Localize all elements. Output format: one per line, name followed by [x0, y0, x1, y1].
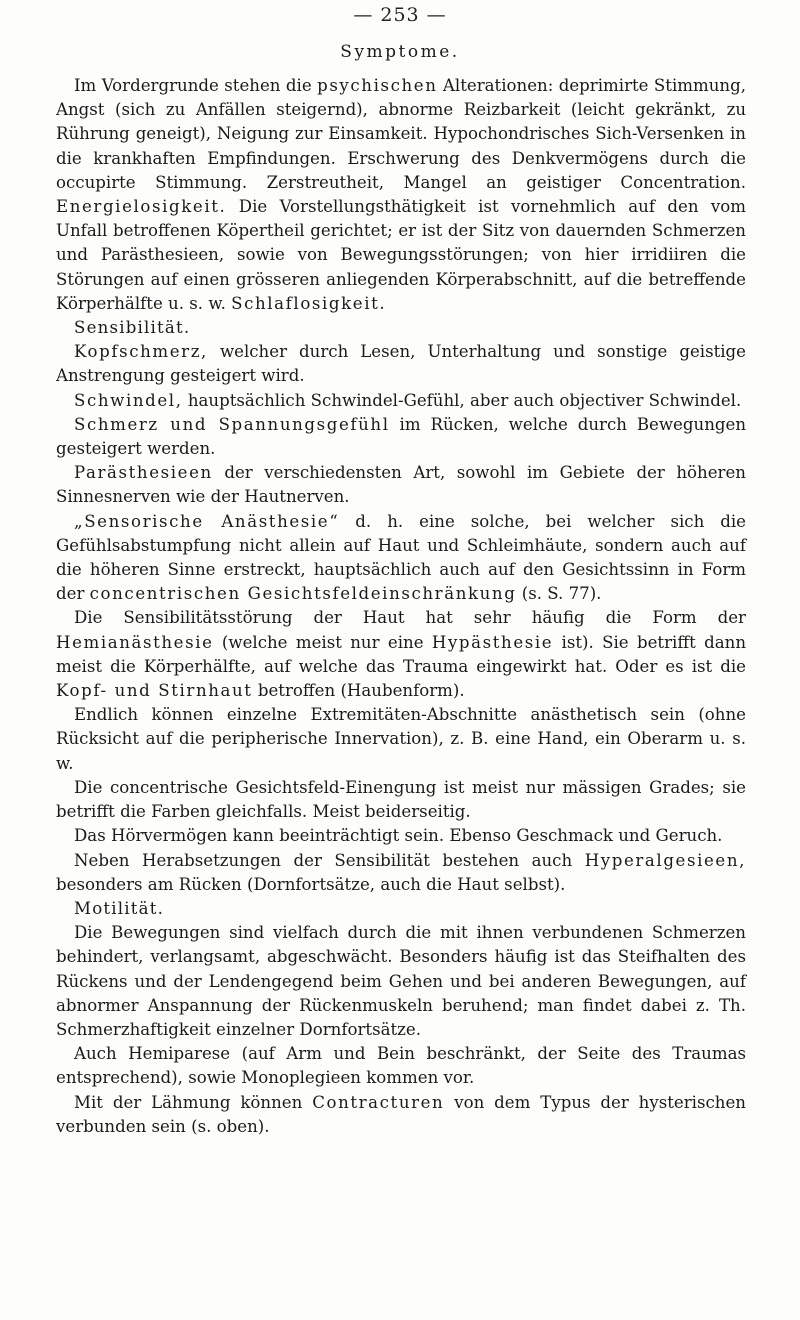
text-run: (welche meist nur eine: [213, 632, 432, 652]
text-run: besonders am Rücken (Dornfortsätze, auch die Haut selbst).: [56, 874, 566, 894]
text-run: (s. S. 77).: [516, 584, 602, 604]
paragraph: [56, 921, 746, 1042]
paragraph: [56, 389, 746, 413]
spaced-term: Parästhesieen: [74, 463, 213, 483]
text-run: Sensibilität.: [74, 318, 191, 338]
text-run: Motilität.: [74, 898, 165, 918]
text-run: Die Vorstellungsthätigkeit ist vornehmlich auf den vom Unfall betroffenen Köpertheil gerichtet; er ist der Sitz von dauernden Schmerzen und Parästhesieen, sowie von Bewegungsstörungen; von hier irridiiren die Störungen auf einen grösseren anliegenden Körperabschnitt, auf die betreffende Körperhälfte u. s. w.: [56, 197, 746, 313]
text-run: betroffen (Haubenform).: [252, 681, 465, 701]
spaced-term: Hypästhesie: [431, 632, 554, 652]
paragraph: [56, 849, 746, 897]
text-run: Mit der Lähmung können: [74, 1092, 313, 1112]
text-run: im Rücken, welche durch Bewegungen gesteigert werden.: [56, 414, 747, 459]
text-run: Das Hörvermögen kann beeinträchtigt sein. Ebenso Geschmack und Geruch.: [74, 826, 723, 846]
spaced-term: concentrischen Gesichtsfeldeinschränkung: [89, 584, 517, 604]
spaced-term: psychischen: [317, 76, 438, 95]
paragraph: [56, 413, 746, 461]
paragraph: [56, 1042, 746, 1090]
text-run: Im Vordergrunde stehen die: [74, 76, 318, 95]
spaced-term: Kopfschmerz,: [74, 342, 208, 362]
spaced-term: „Sensorische Anästhesie“: [74, 511, 340, 531]
paragraph: [56, 1091, 746, 1139]
text-run: hauptsächlich Schwindel-Gefühl, aber auch objectiver Schwindel.: [182, 390, 742, 410]
spaced-term: Schmerz und Spannungsgefühl: [74, 414, 390, 434]
text-run: der verschiedensten Art, sowohl im Gebiete der höheren Sinnesnerven wie der Hautnerven.: [56, 463, 746, 507]
body-text: [56, 74, 746, 1139]
spaced-term: Hyperalgesieen,: [584, 850, 746, 870]
subheading: [56, 897, 746, 921]
spaced-term: Schwindel,: [74, 390, 183, 410]
spaced-term: Contracturen: [312, 1092, 445, 1112]
text-run: Endlich können einzelne Extremitäten-Abschnitte anästhetisch sein (ohne Rücksicht auf die peripherische Innervation), z. B. eine Hand, ein Oberarm u. s. w.: [56, 705, 746, 773]
paragraph: [56, 340, 746, 388]
text-run: Die Sensibilitätsstörung der Haut hat sehr häufig die Form der: [74, 608, 746, 628]
page-number: — 253 —: [353, 4, 447, 26]
paragraph: [56, 74, 746, 316]
spaced-term: Energielosigkeit.: [56, 197, 227, 217]
text-run: Die concentrische Gesichtsfeld-Einengung ist meist nur mässigen Grades; sie betrifft die Farben gleichfalls. Meist beiderseitig.: [56, 777, 746, 822]
paragraph: [56, 824, 746, 848]
text-run: von dem Typus der hysterischen verbunden sein (s. oben).: [56, 1092, 746, 1136]
text-run: ist). Sie betrifft dann meist die Körperhälfte, auf welche das Trauma eingewirkt hat. Oder es ist die: [56, 632, 747, 676]
paragraph: [56, 510, 746, 607]
paragraph: [56, 703, 746, 776]
section-heading: Symptome.: [340, 42, 460, 62]
text-run: Die Bewegungen sind vielfach durch die mit ihnen verbundenen Schmerzen behindert, verlangsamt, abgeschwächt. Besonders häufig ist das Steifhalten des Rückens und der Lendengegend beim Gehen und bei anderen Bewegungen, auf abnormer Anspannung der Rückenmuskeln beruhend; man findet dabei z. Th. Schmerzhaftigkeit einzelner Dornfortsätze.: [56, 923, 746, 1039]
paragraph: [56, 776, 746, 824]
text-run: welcher durch Lesen, Unterhaltung und sonstige geistige Anstrengung gesteigert wird.: [56, 342, 746, 386]
paragraph: [56, 461, 746, 509]
text-run: Neben Herabsetzungen der Sensibilität bestehen auch: [74, 850, 585, 870]
spaced-term: Hemianästhesie: [56, 632, 214, 652]
spaced-term: Kopf- und Stirnhaut: [56, 681, 253, 701]
paragraph: [56, 606, 746, 703]
text-run: Alterationen: deprimirte Stimmung, Angst (sich zu Anfällen steigernd), abnorme Reizbarkeit (leicht gekränkt, zu Rührung geneigt), Neigung zur Einsamkeit. Hypochondrisches Sich-Versenken in die krankhaften Empfindungen. Erschwerung des Denkvermögens durch die occupirte Stimmung. Zerstreutheit, Mangel an geistiger Concentration.: [56, 76, 746, 192]
subheading: [56, 316, 746, 340]
spaced-term: Schlaflosigkeit.: [231, 293, 387, 313]
text-run: Auch Hemiparese (auf Arm und Bein beschränkt, der Seite des Traumas entsprechend), sowie Monoplegieen kommen vor.: [56, 1044, 746, 1088]
text-run: d. h. eine solche, bei welcher sich die Gefühlsabstumpfung nicht allein auf Haut und Schleimhäute, sondern auch auf die höheren Sinne erstreckt, hauptsächlich auch auf den Gesichtssinn in Form der: [56, 511, 746, 604]
